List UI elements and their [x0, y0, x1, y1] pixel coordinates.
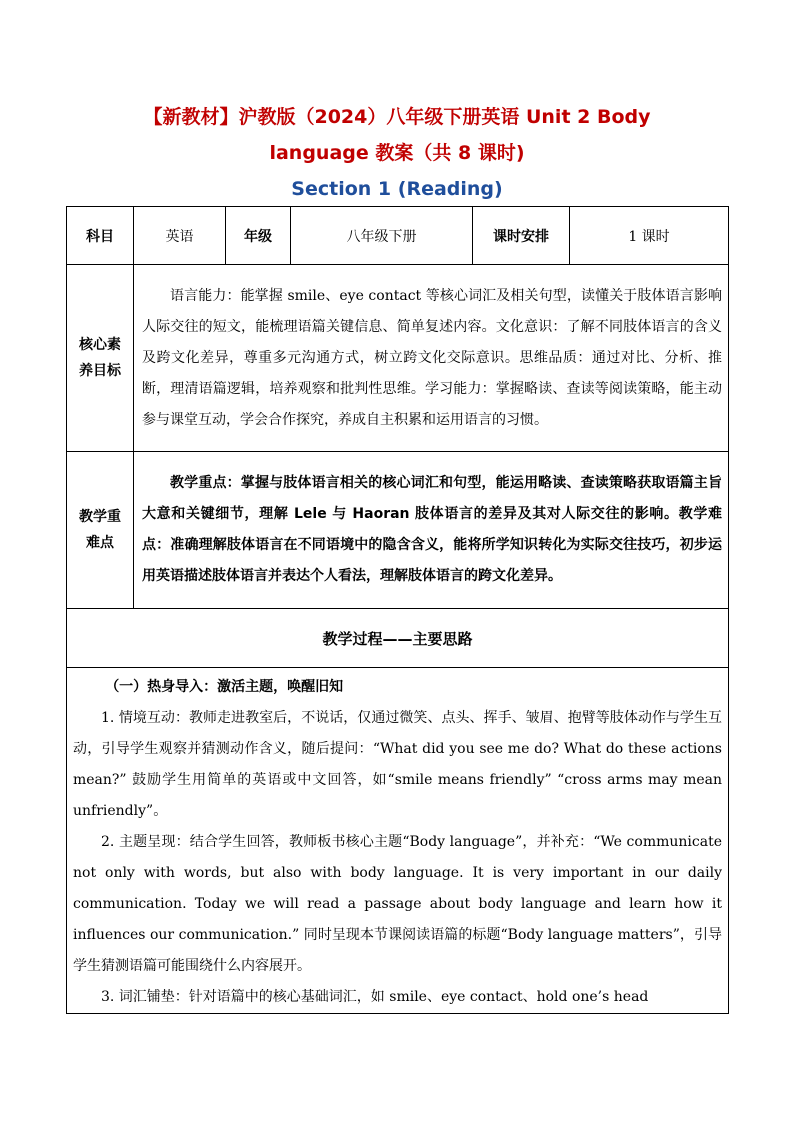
goals-label-line2: 养目标 [79, 363, 121, 379]
document-title-line2: language 教案（共 8 课时) [269, 142, 525, 164]
key-points-label [67, 452, 134, 609]
step-3: 3. 词汇铺垫：针对语篇中的核心基础词汇，如 smile、eye contact、hold one’s head [101, 989, 649, 1005]
warmup-heading: （一）热身导入：激活主题，唤醒旧知 [105, 679, 344, 695]
goals-content [134, 265, 729, 452]
key-points-label-line2: 难点 [86, 535, 114, 551]
grade-label: 年级 [226, 207, 291, 265]
grade-value: 八年级下册 [291, 207, 473, 265]
process-heading: 教学过程——主要思路 [67, 609, 729, 668]
key-points-text: 教学重点：掌握与肢体语言相关的核心词汇和句型，能运用略读、查读策略获取语篇主旨大意和关键细节，理解 Lele 与 Haoran 肢体语言的差异及其对人际交往的影响。教学难点：准确理解肢体语言在不同语境中的隐含含义，能将所学知识转化为实际交往技巧，初步运用英语描述肢体语言并表达个人看法，理解肢体语言的跨文化差异。 [142, 475, 722, 584]
goals-row [67, 265, 729, 452]
schedule-value: 1 课时 [570, 207, 729, 265]
process-content [67, 668, 729, 1014]
goals-text: 语言能力：能掌握 smile、eye contact 等核心词汇及相关句型，读懂关于肢体语言影响人际交往的短文，能梳理语篇关键信息、简单复述内容。文化意识：了解不同肢体语言的含义及跨文化差异，尊重多元沟通方式，树立跨文化交际意识。思维品质：通过对比、分析、推断，理清语篇逻辑，培养观察和批判性思维。学习能力：掌握略读、查读等阅读策略，能主动参与课堂互动，学会合作探究，养成自主积累和运用语言的习惯。 [142, 287, 722, 428]
document-title-line1: 【新教材】沪教版（2024）八年级下册英语 Unit 2 Body [143, 106, 651, 128]
process-body-row [67, 668, 729, 1014]
section-subtitle: Section 1 (Reading) [291, 178, 503, 200]
lesson-plan-table [66, 206, 729, 1014]
key-points-row [67, 452, 729, 609]
schedule-label: 课时安排 [473, 207, 570, 265]
key-points-label-line1: 教学重 [79, 509, 121, 525]
subject-value: 英语 [134, 207, 226, 265]
subject-label: 科目 [67, 207, 134, 265]
step-2: 2. 主题呈现：结合学生回答，教师板书核心主题“Body language”，并补充：“We communicate not only with words, but also with body language. It is very important in our daily communication. Today we will read a passage about body language and learn how it influences our communication.” 同时呈现本节课阅读语篇的标题“Body language matters”，引导学生猜测语篇可能围绕什么内容展开。 [73, 834, 722, 974]
key-points-content [134, 452, 729, 609]
step-1: 1. 情境互动：教师走进教室后，不说话，仅通过微笑、点头、挥手、皱眉、抱臂等肢体动作与学生互动，引导学生观察并猜测动作含义，随后提问：“What did you see me do? What do these actions mean?” 鼓励学生用简单的英语或中文回答，如“smile means friendly” “cross arms may mean unfriendly”。 [73, 710, 722, 819]
goals-label [67, 265, 134, 452]
goals-label-line1: 核心素 [79, 337, 121, 353]
process-heading-row [67, 609, 729, 668]
info-row [67, 207, 729, 265]
